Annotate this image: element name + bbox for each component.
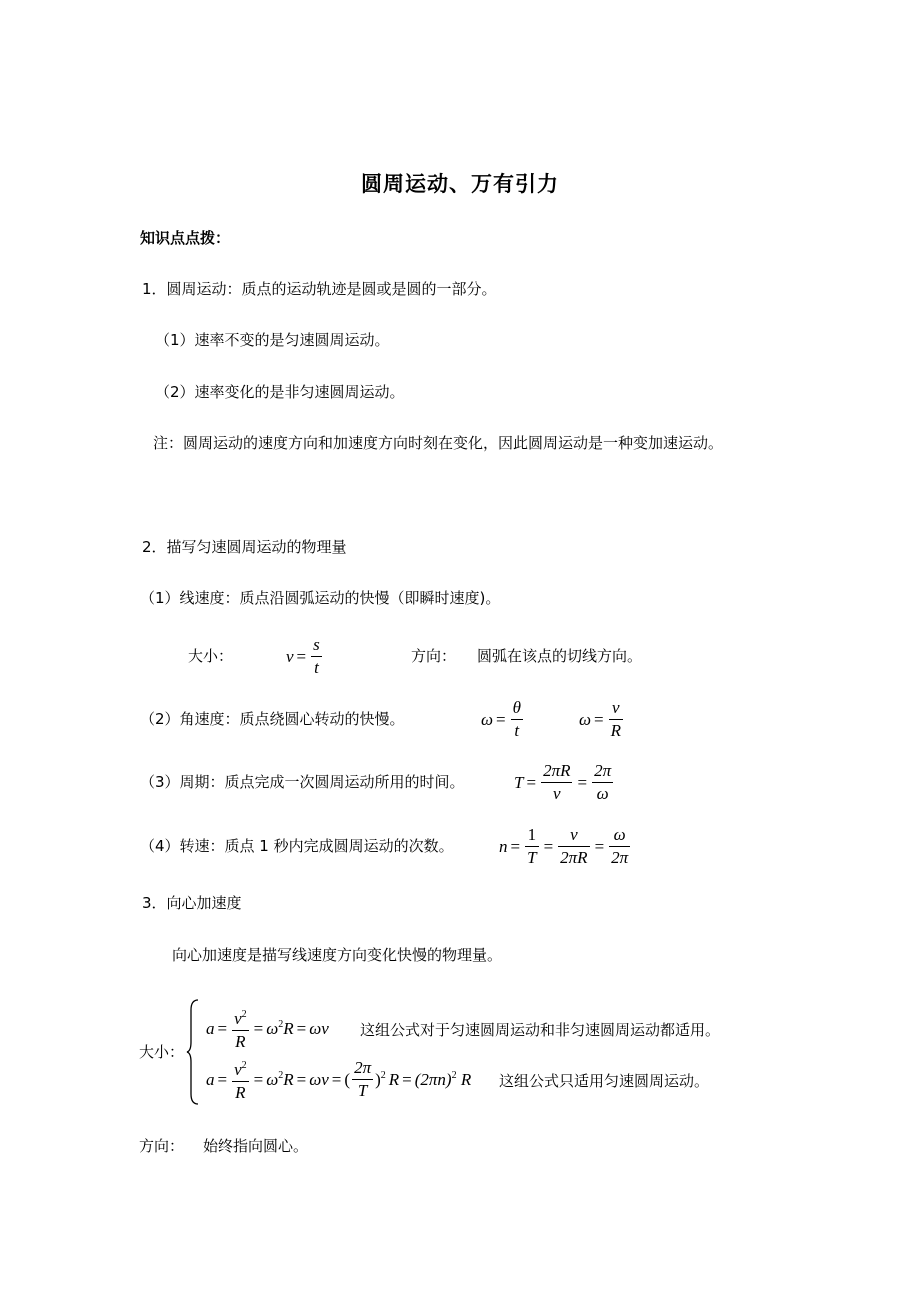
fraction: [609, 824, 630, 869]
formula-lhs: ω: [481, 709, 494, 729]
angular-formula-2: [579, 697, 625, 742]
equals-sign: =: [594, 836, 605, 856]
equals-sign: =: [543, 836, 554, 856]
fraction: [511, 697, 523, 742]
equals-sign: =: [526, 772, 537, 792]
denominator: t: [514, 721, 520, 740]
equals-sign: =: [402, 1069, 412, 1089]
fraction: [541, 760, 572, 805]
accel-dir-text: 始终指向圆心。: [203, 1137, 309, 1155]
denominator: t: [314, 658, 319, 677]
equals-sign: =: [217, 1018, 228, 1038]
formula-lhs: n: [499, 836, 508, 856]
accel-size-label: 大小：: [139, 1043, 185, 1061]
frequency-text: （4）转速：质点 1 秒内完成圆周运动的次数。: [140, 837, 454, 855]
denominator: T: [527, 848, 537, 867]
angular-velocity-text: （2）角速度：质点绕圆心转动的快慢。: [140, 710, 405, 728]
p1-item2: （2）速率变化的是非匀速圆周运动。: [155, 383, 405, 401]
numerator: $v^2$: [232, 1004, 249, 1031]
equals-sign: =: [217, 1069, 228, 1089]
left-brace: [186, 998, 200, 1106]
denominator: R: [235, 1083, 246, 1102]
linear-size-label: 大小：: [188, 647, 234, 665]
numerator: 1: [525, 824, 538, 847]
denominator: ω: [596, 784, 609, 803]
numerator: v: [609, 697, 623, 720]
p2-heading: 2．描写匀速圆周运动的物理量: [142, 538, 347, 556]
page-title: 圆周运动、万有引力: [361, 172, 559, 196]
accel-note-1: 这组公式对于匀速圆周运动和非匀速圆周运动都适用。: [360, 1021, 721, 1039]
equals-sign: =: [331, 1069, 342, 1089]
var-a: a: [206, 1069, 215, 1089]
equals-sign: =: [296, 646, 307, 666]
section-heading: 知识点点拨：: [140, 229, 231, 247]
numerator: θ: [511, 697, 523, 720]
equals-sign: =: [296, 1018, 307, 1038]
linear-velocity-text: （1）线速度：质点沿圆弧运动的快慢（即瞬时速度)。: [140, 589, 501, 607]
linear-velocity-formula: [286, 634, 324, 679]
paren-close-squared: )$^2$: [375, 1069, 386, 1089]
equals-sign: =: [594, 709, 604, 729]
accel-dir-label: 方向：: [139, 1137, 185, 1155]
equals-sign: =: [253, 1018, 264, 1038]
frequency-formula: [499, 824, 632, 869]
accel-note-2: 这组公式只适用匀速圆周运动。: [499, 1072, 710, 1090]
fraction: [558, 824, 589, 869]
angular-formula-1: [481, 697, 525, 742]
var-R: R: [388, 1069, 400, 1089]
numerator: 2π: [352, 1057, 373, 1080]
equals-sign: =: [496, 709, 506, 729]
denominator: T: [357, 1081, 368, 1100]
equals-sign: =: [577, 772, 588, 792]
denominator: 2πR: [560, 848, 588, 867]
var-a: a: [206, 1018, 215, 1038]
accel-formula-1: [206, 1004, 329, 1053]
fraction: [525, 824, 538, 869]
denominator: R: [235, 1032, 246, 1051]
formula-lhs: T: [514, 772, 524, 792]
equals-sign: =: [253, 1069, 264, 1089]
p3-heading: 3．向心加速度: [142, 894, 242, 912]
numerator: 2πR: [541, 760, 572, 783]
numerator: ω: [609, 824, 630, 847]
denominator: R: [610, 721, 621, 740]
equals-sign: =: [510, 836, 521, 856]
fraction: [232, 1004, 249, 1053]
numerator: $v^2$: [232, 1055, 249, 1082]
linear-dir-label: 方向：: [411, 647, 457, 665]
linear-dir-text: 圆弧在该点的切线方向。: [477, 647, 643, 665]
period-text: （3）周期：质点完成一次圆周运动所用的时间。: [140, 773, 465, 791]
fraction: [592, 760, 613, 805]
term-omega-v: ωv: [309, 1069, 329, 1089]
numerator: 2π: [592, 760, 613, 783]
paren-open: (: [344, 1069, 351, 1089]
formula-lhs: v: [286, 646, 294, 666]
numerator: s: [311, 634, 322, 657]
formula-lhs: ω: [579, 709, 592, 729]
fraction: [232, 1055, 249, 1104]
equals-sign: =: [296, 1069, 307, 1089]
p3-desc: 向心加速度是描写线速度方向变化快慢的物理量。: [172, 946, 503, 964]
term-omega2R: $\omega^2R$: [266, 1069, 294, 1089]
p1-heading: 1．圆周运动：质点的运动轨迹是圆或是圆的一部分。: [142, 280, 497, 298]
p1-note: 注：圆周运动的速度方向和加速度方向时刻在变化，因此圆周运动是一种变加速运动。: [153, 434, 724, 452]
accel-formula-2: [206, 1055, 471, 1104]
denominator: v: [552, 784, 561, 803]
fraction: [311, 634, 322, 679]
period-formula: [514, 760, 615, 805]
denominator: 2π: [611, 848, 629, 867]
term-omega2R: $\omega^2R$: [266, 1018, 294, 1038]
fraction: [609, 697, 623, 742]
fraction: [352, 1057, 373, 1102]
p1-item1: （1）速率不变的是匀速圆周运动。: [155, 331, 390, 349]
term-omega-v: ωv: [309, 1018, 329, 1038]
term-2pin-squared-R: $(2\pi n)^2$ R: [414, 1069, 472, 1089]
numerator: v: [558, 824, 589, 847]
